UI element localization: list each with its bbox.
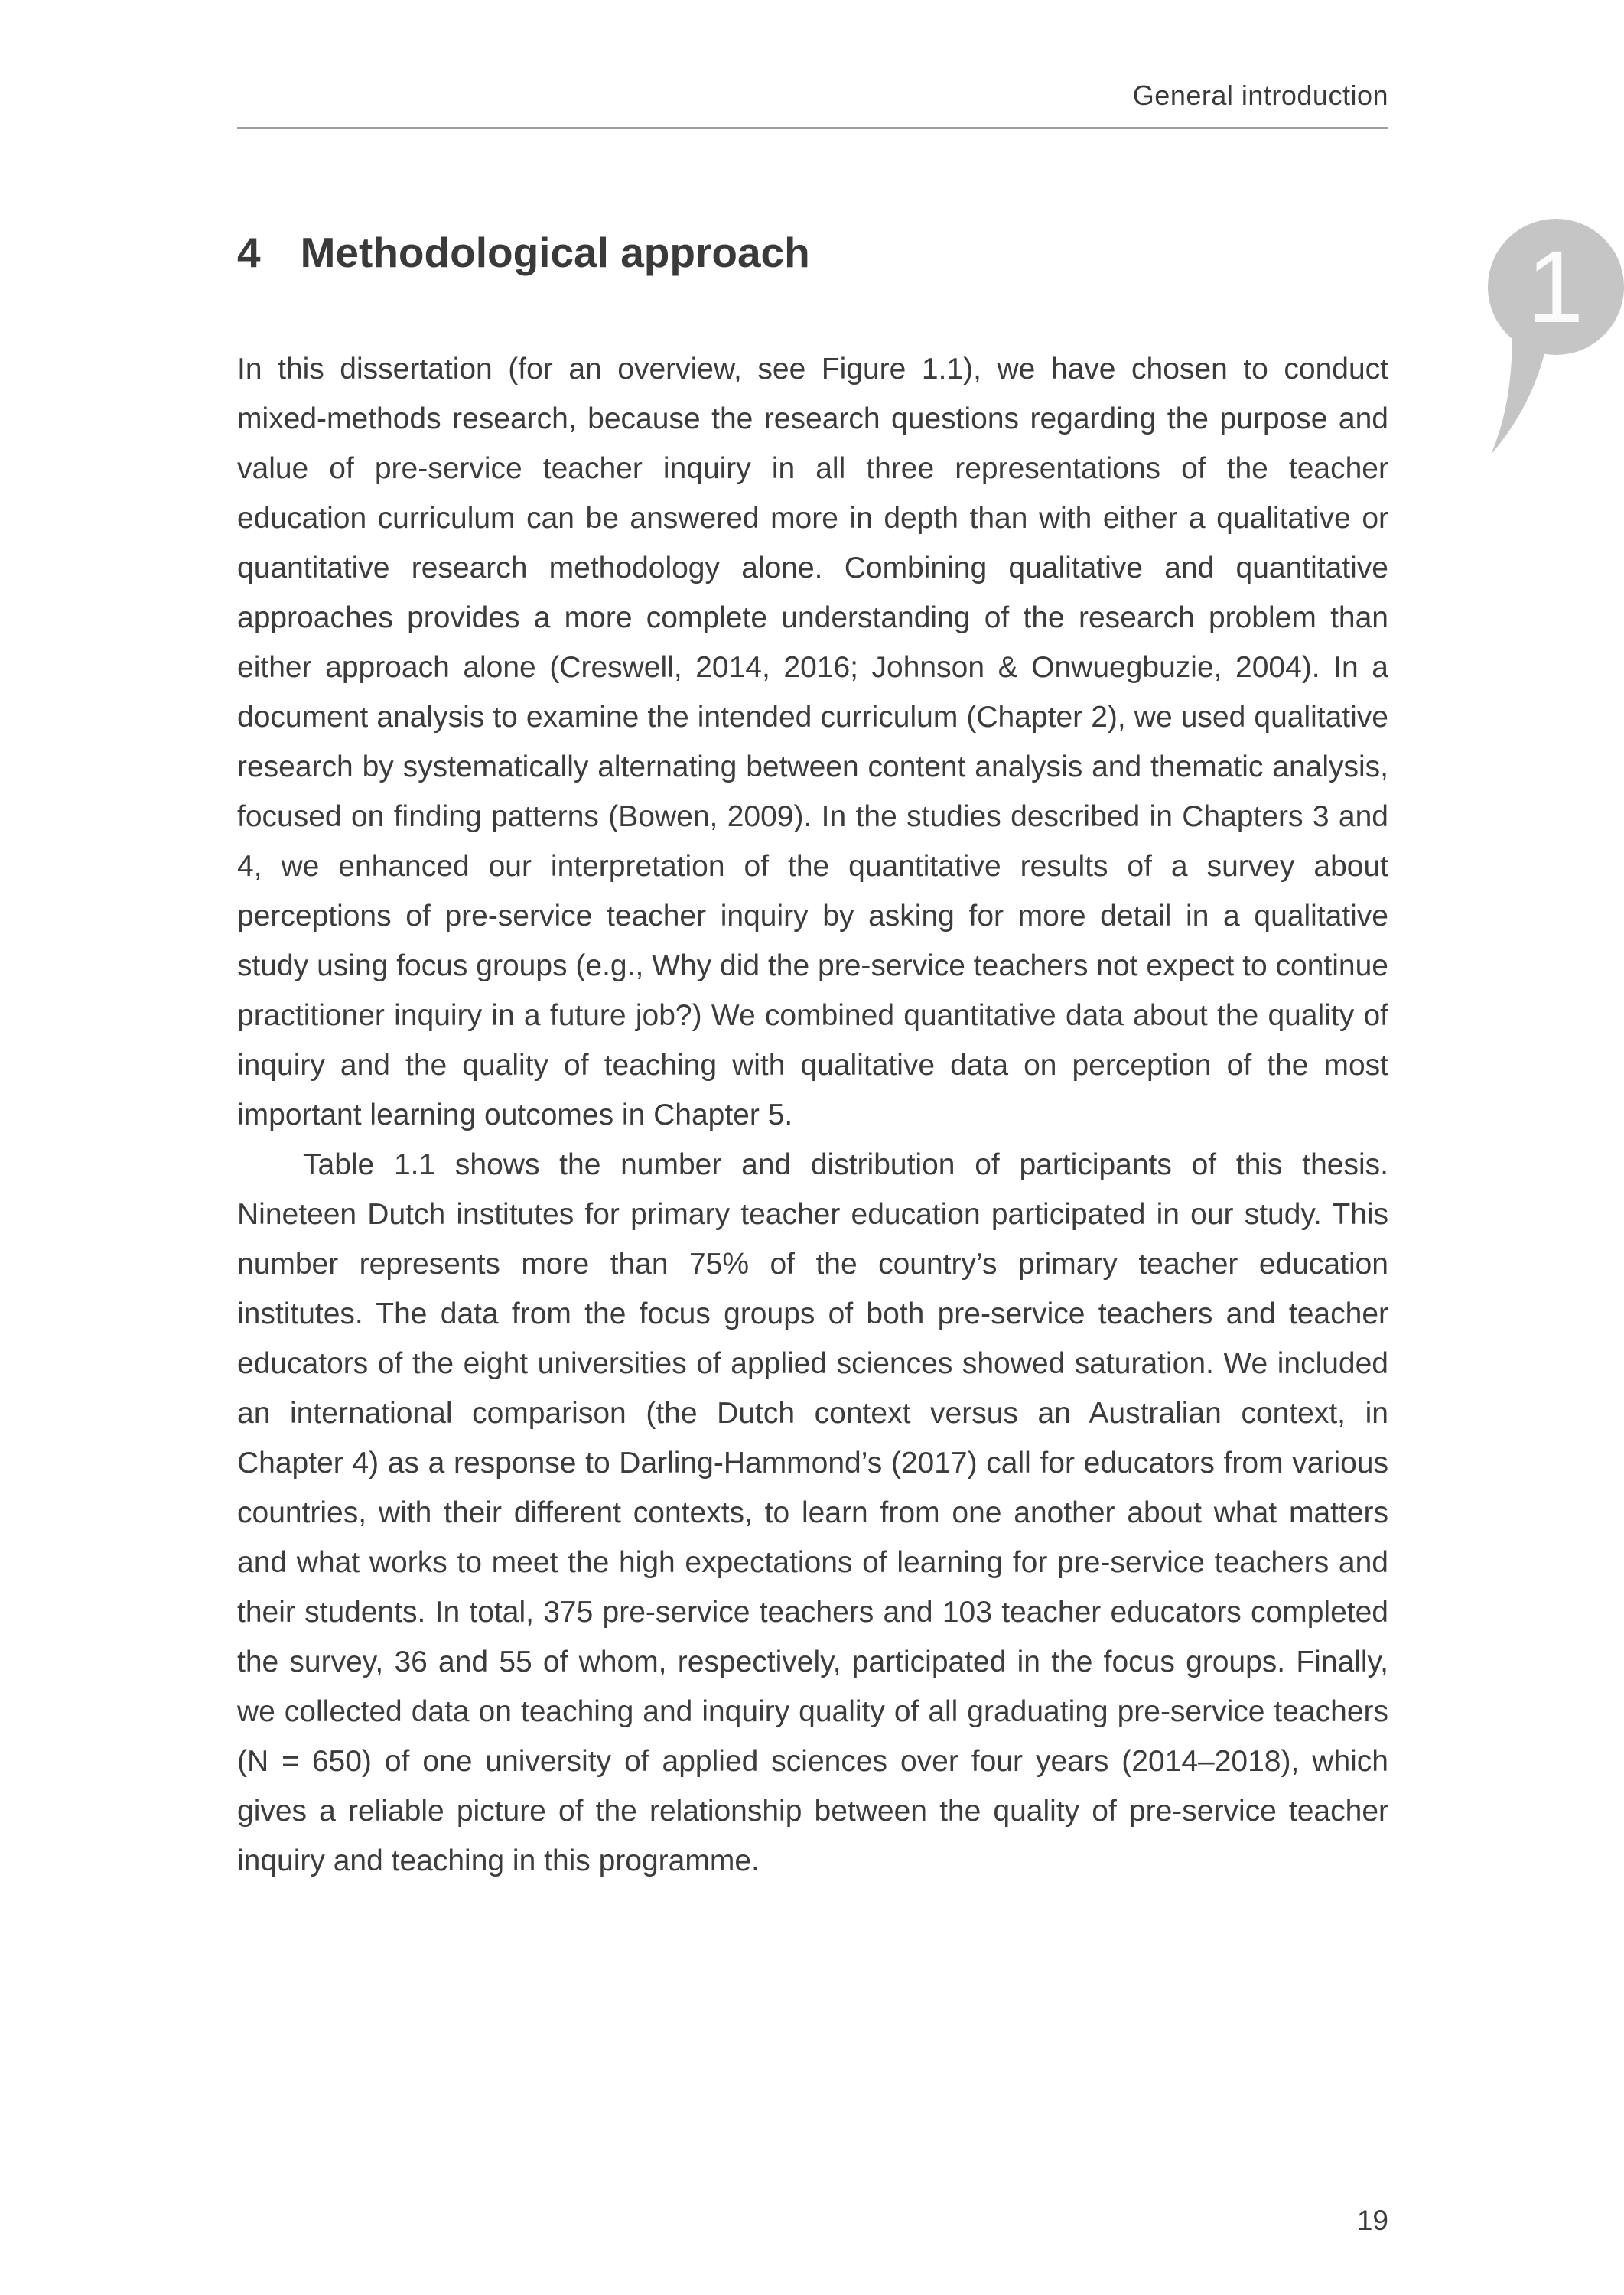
section-heading xyxy=(237,228,810,277)
paragraph-1: In this dissertation (for an overview, see Figure 1.1), we have chosen to conduct mixed-methods research, because the research questions regarding the purpose and value of pre-service teacher inquiry in all three representations of the teacher education curriculum can be answered more in depth than with either a qualitative or quantitative research methodology alone. Combining qualitative and quantitative approaches provides a more complete understanding of the research problem than either approach alone (Creswell, 2014, 2016; Johnson & Onwuegbuzie, 2004). In a document analysis to examine the intended curriculum (Chapter 2), we used qualitative research by systematically alternating between content analysis and thematic analysis, focused on finding patterns (Bowen, 2009). In the studies described in Chapters 3 and 4, we enhanced our interpretation of the quantitative results of a survey about perceptions of pre-service teacher inquiry by asking for more detail in a qualitative study using focus groups (e.g., Why did the pre-service teachers not expect to continue practitioner inquiry in a future job?) We combined quantitative data about the quality of inquiry and the quality of teaching with qualitative data on perception of the most important learning outcomes in Chapter 5. xyxy=(237,353,1388,1131)
running-head: General introduction xyxy=(1132,80,1388,111)
section-number: 4 xyxy=(237,229,261,276)
chapter-badge xyxy=(1486,219,1624,462)
page-number: 19 xyxy=(1356,2205,1388,2236)
section-title: Methodological approach xyxy=(300,229,810,276)
paragraph-2: Table 1.1 shows the number and distribution of participants of this thesis. Nineteen Dutch institutes for primary teacher education participated in our study. This number represents more than 75% of the country’s primary teacher education institutes. The data from the focus groups of both pre-service teachers and teacher educators of the eight universities of applied sciences showed saturation. We included an international comparison (the Dutch context versus an Australian context, in Chapter 4) as a response to Darling-Hammond’s (2017) call for educators from various countries, with their different contexts, to learn from one another about what matters and what works to meet the high expectations of learning for pre-service teachers and their students. In total, 375 pre-service teachers and 103 teacher educators completed the survey, 36 and 55 of whom, respectively, participated in the focus groups. Finally, we collected data on teaching and inquiry quality of all graduating pre-service teachers (N = 650) of one university of applied sciences over four years (2014–2018), which gives a reliable picture of the relationship between the quality of pre-service teacher inquiry and teaching in this programme. xyxy=(237,1148,1388,1877)
chapter-number: 1 xyxy=(1526,230,1584,344)
body-text xyxy=(237,344,1388,1886)
header-rule xyxy=(237,127,1388,129)
